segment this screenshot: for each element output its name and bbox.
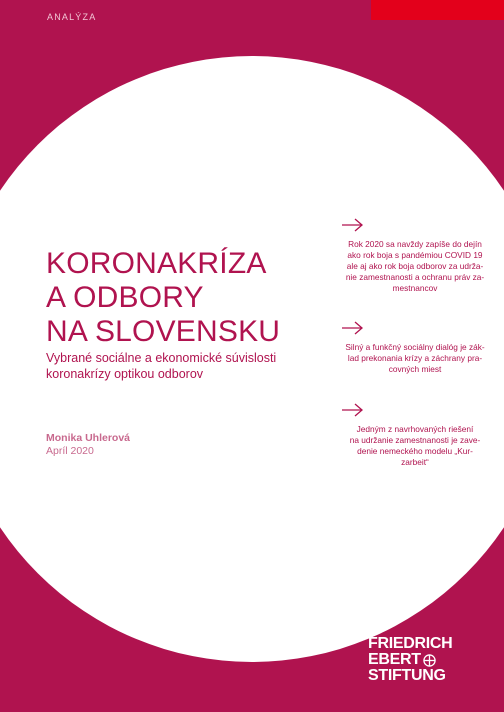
fes-logo <box>368 636 452 684</box>
globe-icon <box>423 654 436 667</box>
key-point-line: nie zamestnanosti a ochranu práv za- <box>345 272 485 282</box>
key-point-line: ako rok boja s pandémiou COVID 19 <box>347 250 483 260</box>
title-line: A ODBORY <box>46 281 204 314</box>
key-point-line: zarbeit“ <box>401 457 429 467</box>
logo-line: STIFTUNG <box>368 667 446 684</box>
key-point-3 <box>340 402 490 468</box>
key-point-line: mestnancov <box>392 283 438 293</box>
key-point-line: covných miest <box>388 364 442 374</box>
key-point-line: ale aj ako rok boja odborov za udrža- <box>346 261 484 271</box>
key-point-line: Rok 2020 sa navždy zapíše do dejín <box>348 239 482 249</box>
key-point-1 <box>340 217 490 294</box>
key-point-line: Jedným z navrhovaných riešení <box>356 424 474 434</box>
author-name: Monika Uhlerová <box>46 432 131 444</box>
top-accent-bar <box>371 0 504 20</box>
key-point-line: lad prekonania krízy a záchrany pra- <box>347 353 483 363</box>
key-point-text <box>340 239 490 294</box>
arrow-right-icon <box>340 402 366 418</box>
key-point-line: denie nemeckého modelu „Kur- <box>357 446 473 456</box>
key-point-text <box>340 342 490 375</box>
subtitle-line: koronakrízy optikou odborov <box>46 367 204 381</box>
document-title <box>46 247 280 349</box>
publication-date: Apríl 2020 <box>46 445 94 457</box>
logo-line: EBERT <box>368 651 421 668</box>
document-subtitle <box>46 350 336 382</box>
key-point-2 <box>340 320 490 375</box>
key-point-text <box>340 424 490 468</box>
logo-line-ebert <box>368 652 452 668</box>
key-point-line: Silný a funkčný sociálny dialóg je zák- <box>345 342 485 352</box>
arrow-right-icon <box>340 320 366 336</box>
arrow-right-icon <box>340 217 366 233</box>
title-line: KORONAKRÍZA <box>46 247 267 280</box>
document-type-label: ANALÝZA <box>47 12 97 22</box>
logo-line: FRIEDRICH <box>368 635 453 652</box>
subtitle-line: Vybrané sociálne a ekonomické súvislosti <box>46 351 277 365</box>
key-point-line: na udržanie zamestnanosti je zave- <box>349 435 481 445</box>
title-line: NA SLOVENSKU <box>46 315 281 348</box>
